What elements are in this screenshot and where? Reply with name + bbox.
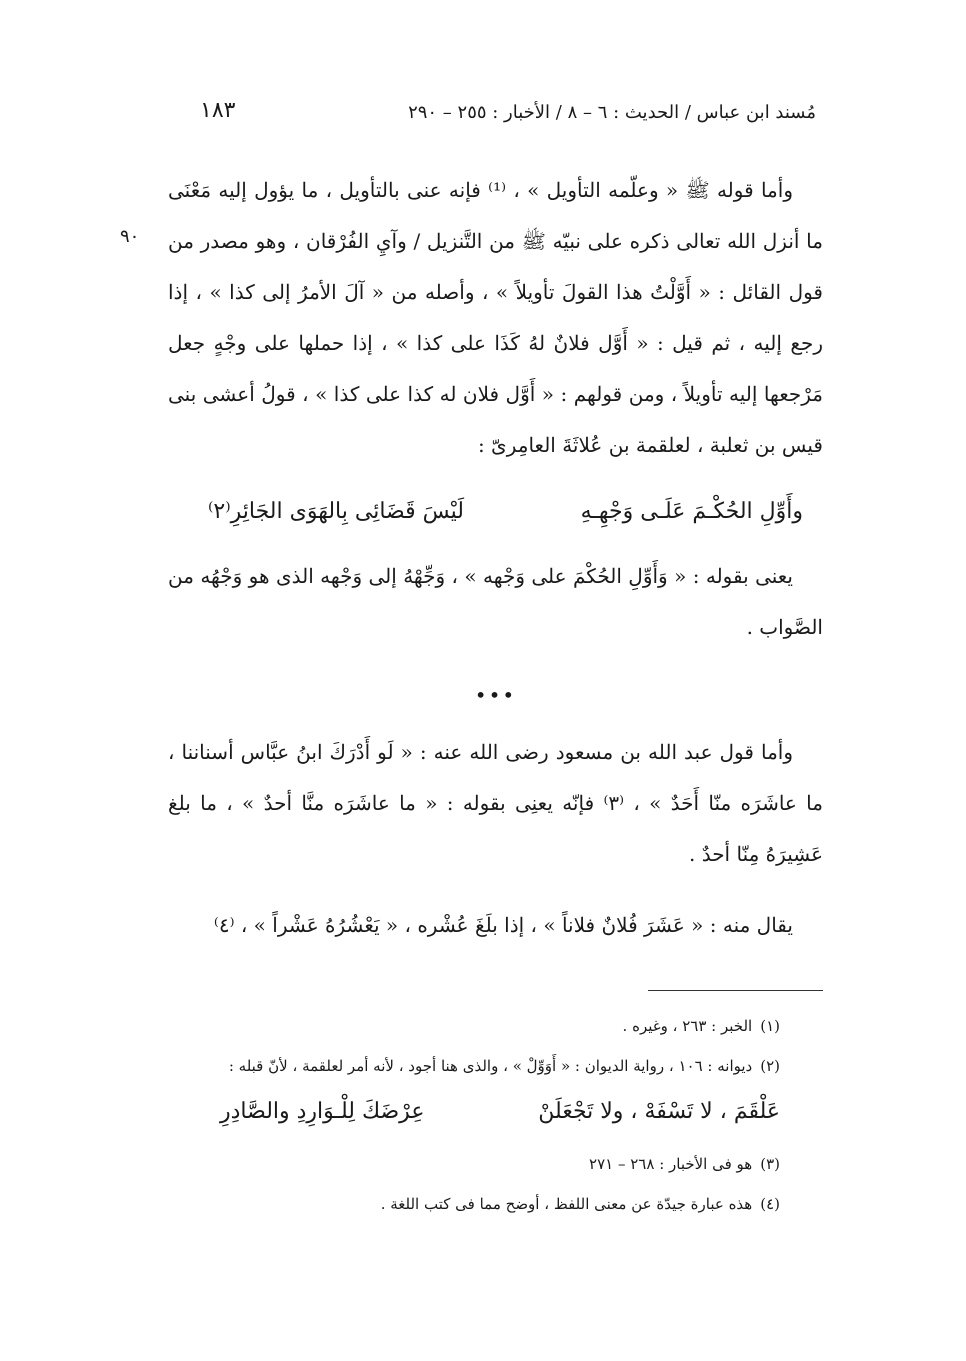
page-number: ١٨٣ [200,98,236,123]
running-title: مُسند ابن عباس / الحديث : ٦ – ٨ / الأخبار : ٢٥٥ – ٢٩٠ [408,102,816,123]
verse-line-1 [208,485,803,539]
footnote-verse [220,1090,780,1134]
footnote-number: (٣) [760,1155,780,1173]
paragraph-4: يقال منه : « عَشَرَ فُلانٌ فلاناً » ، إذا بلَغَ عُشْره ، « يَعْشُرُهُ عَشْراً » ، ⁽٤⁾ [213,913,793,937]
footnote-1 [150,1010,780,1042]
footnote-text: الخبر : ٢٦٣ ، وغيره . [622,1017,753,1035]
paragraph-2: يعنى بقوله : « وَأَوِّلِ الحُكْمَ على وَجْهه » ، وَجِّهْهُ إلى وَجْهه الذى هو وَجْهُه من الصَّواب . [168,564,823,639]
verse-second-hemistich: عِرْضَكَ لِلْـوَارِدِ والصَّادِرِ [220,1099,425,1124]
footnote-4 [150,1188,780,1220]
footnote-3 [150,1148,780,1180]
paragraph-3: وأما قول عبد الله بن مسعود رضى الله عنه : « لَو أَدْرَكَ ابنُ عبَّاس أسناننا ، ما عاشَرَه منّا أَحَدٌ » ، ⁽٣⁾ فإنّه يعنِى بقوله : « ما عاشَرَه منَّا أحدٌ » ، ما بلغ عَشِيرَهُ مِنّا أحدٌ . [168,740,823,866]
footnote-text: ديوانه : ١٠٦ ، رواية الديوان : « أَوَوِّلْ » ، والذى هنا أجود ، لأنه أمر لعلقمة ، لأنّ قبله : [228,1057,753,1075]
verse-second-hemistich: لَيْسَ قَضَائِى بِالهَوَى الجَائِرِ⁽٢⁾ [208,499,465,524]
margin-number: ٩٠ [120,226,140,247]
page-header [200,98,816,132]
footnote-rule [648,990,823,991]
footnote-number: (٤) [760,1195,780,1213]
paragraph-1: وأما قوله ﷺ « وعلّمه التأويل » ، ⁽¹⁾ فإنه عنى بالتأويل ، ما يؤول إليه مَعْنَى ما أنزل الله تعالى ذكره على نبيّه ﷺ من التَّنزيل / وآيِ الفُرْقان ، وهو مصدر من قول القائل : « أَوَّلْتُ هذا القولَ تأويلاً » ، وأصله من « آلَ الأمرُ إلى كذا » ، إذا رجع إليه ، ثم قيل : « أَوَّل فلانٌ لهُ كَذَا على كذا » ، إذا حملها على وجْهٍ جعل مَرْجعها إليه تأويلاً ، ومن قولهم : « أَوَّل فلان له كذا على كذا » ، قولُ أعشى بنى قيس بن ثعلبة ، لعلقمة بن عُلاثَةَ العامِرىّ : [168,178,823,457]
footnote-number: (١) [760,1017,780,1035]
footnote-text: هو فى الأخبار : ٢٦٨ – ٢٧١ [589,1155,753,1173]
footnote-number: (٢) [760,1057,780,1075]
footnote-text: هذه عبارة جيدّة عن معنى اللفظ ، أوضح مما فى كتب اللغة . [380,1195,753,1213]
section-separator: ••• [474,683,517,707]
footnotes [150,1010,780,1228]
verse-first-hemistich: عَلْقَمَ ، لا تَسْفَهْ ، ولا تَجْعَلَنْ [538,1099,780,1124]
main-text [168,165,823,951]
footnote-2 [150,1050,780,1082]
verse-first-hemistich: وأَوِّلِ الحُكْـمَ عَلَـى وَجْهِـهِ [580,499,803,524]
